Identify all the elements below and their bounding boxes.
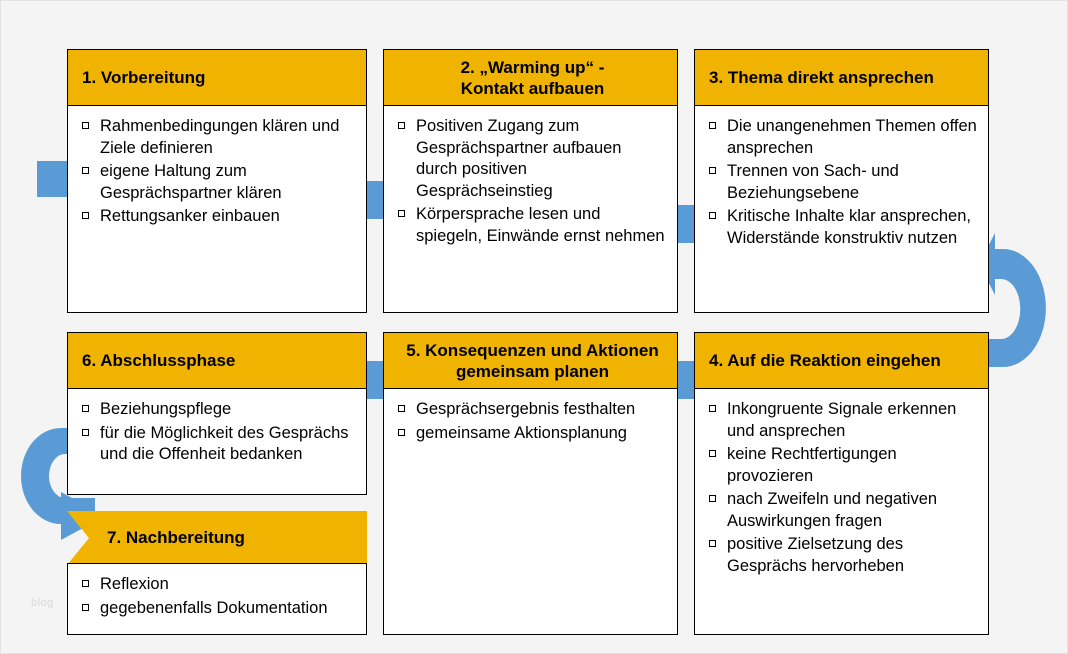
phase-box-6[interactable] — [67, 332, 367, 495]
phase-6-list — [74, 399, 356, 466]
list-item — [390, 423, 667, 445]
phase-1-list — [74, 116, 356, 228]
phase-1-header: 1. Vorbereitung — [68, 50, 366, 106]
phase-6-body — [68, 389, 366, 478]
list-item — [390, 204, 667, 247]
bullet-square-icon — [82, 167, 89, 174]
phase-7-body — [68, 564, 366, 631]
bullet-square-icon — [82, 212, 89, 219]
phase-box-7[interactable] — [67, 563, 367, 635]
phase-5-header-line2: gemeinsam planen — [455, 361, 610, 381]
list-item — [74, 423, 356, 466]
phase-7-arrow-header[interactable] — [67, 511, 367, 565]
phase-5-header-line1: 5. Konsequenzen und Aktionen — [406, 340, 659, 360]
phase-2-list — [390, 116, 667, 247]
list-item — [74, 574, 356, 596]
bullet-square-icon — [709, 212, 716, 219]
bullet-square-icon — [709, 122, 716, 129]
list-item-label: Positiven Zugang zum Gesprächspartner aufbauen durch positiven Gesprächseinstieg — [416, 117, 622, 200]
list-item-label: positive Zielsetzung des Gesprächs hervorheben — [727, 535, 905, 575]
phase-7-list — [74, 574, 356, 619]
list-item — [701, 489, 978, 532]
list-item — [701, 399, 978, 442]
list-item-label: Rahmenbedingungen klären und Ziele definieren — [100, 117, 340, 157]
list-item-label: für die Möglichkeit des Gesprächs und die Offenheit bedanken — [100, 423, 349, 463]
list-item — [74, 598, 356, 620]
phase-5-list — [390, 399, 667, 444]
phase-5-body — [384, 389, 677, 456]
phase-box-4[interactable] — [694, 332, 989, 635]
list-item — [390, 399, 667, 421]
bullet-square-icon — [398, 122, 405, 129]
phase-box-2[interactable] — [383, 49, 678, 313]
list-item-label: nach Zweifeln und negativen Auswirkungen fragen — [727, 490, 938, 530]
list-item-label: Gesprächsergebnis festhalten — [416, 400, 636, 418]
list-item-label: keine Rechtfertigungen provozieren — [727, 445, 897, 485]
list-item-label: Reflexion — [100, 575, 169, 593]
list-item-label: Beziehungspflege — [100, 400, 232, 418]
list-item — [74, 399, 356, 421]
phase-3-body — [695, 106, 988, 261]
phase-4-list — [701, 399, 978, 577]
phase-5-header — [384, 333, 677, 389]
list-item — [74, 161, 356, 204]
bullet-square-icon — [82, 405, 89, 412]
bullet-square-icon — [82, 429, 89, 436]
phase-box-5[interactable] — [383, 332, 678, 635]
phase-2-header — [384, 50, 677, 106]
list-item — [701, 444, 978, 487]
phase-2-header-line2: Kontakt aufbauen — [460, 78, 605, 98]
bullet-square-icon — [82, 604, 89, 611]
phase-2-body — [384, 106, 677, 259]
phase-6-header: 6. Abschlussphase — [68, 333, 366, 389]
phase-4-header: 4. Auf die Reaktion eingehen — [695, 333, 988, 389]
list-item — [74, 116, 356, 159]
list-item — [390, 116, 667, 202]
list-item-label: Die unangenehmen Themen offen ansprechen — [727, 117, 977, 157]
list-item — [701, 161, 978, 204]
list-item-label: Kritische Inhalte klar ansprechen, Widerstände konstruktiv nutzen — [727, 207, 971, 247]
bullet-square-icon — [398, 210, 405, 217]
bullet-square-icon — [709, 495, 716, 502]
list-item-label: eigene Haltung zum Gesprächspartner klären — [100, 162, 282, 202]
list-item-label: gegebenenfalls Dokumentation — [100, 598, 328, 617]
list-item-label: Rettungsanker einbauen — [100, 207, 280, 225]
bullet-square-icon — [398, 405, 405, 412]
list-item — [701, 534, 978, 577]
list-item — [74, 206, 356, 228]
watermark-label: blog — [31, 597, 54, 609]
curved-arrow-right — [979, 229, 1061, 389]
list-item-label: Trennen von Sach- und Beziehungsebene — [727, 162, 899, 202]
phase-3-list — [701, 116, 978, 249]
list-item — [701, 116, 978, 159]
list-item-label: Inkongruente Signale erkennen und ansprechen — [727, 400, 957, 440]
list-item-label: gemeinsame Aktionsplanung — [416, 423, 627, 442]
phase-4-body — [695, 389, 988, 589]
bullet-square-icon — [709, 167, 716, 174]
phase-box-1[interactable] — [67, 49, 367, 313]
phase-1-body — [68, 106, 366, 240]
bullet-square-icon — [709, 450, 716, 457]
bullet-square-icon — [82, 122, 89, 129]
bullet-square-icon — [709, 540, 716, 547]
list-item-label: Körpersprache lesen und spiegeln, Einwände ernst nehmen — [416, 205, 665, 245]
bullet-square-icon — [398, 429, 405, 436]
phase-box-3[interactable] — [694, 49, 989, 313]
phase-7-header: 7. Nachbereitung — [107, 528, 245, 547]
list-item — [701, 206, 978, 249]
phase-3-header: 3. Thema direkt ansprechen — [695, 50, 988, 106]
bullet-square-icon — [709, 405, 716, 412]
phase-2-header-line1: 2. „Warming up“ - — [460, 57, 605, 77]
bullet-square-icon — [82, 580, 89, 587]
